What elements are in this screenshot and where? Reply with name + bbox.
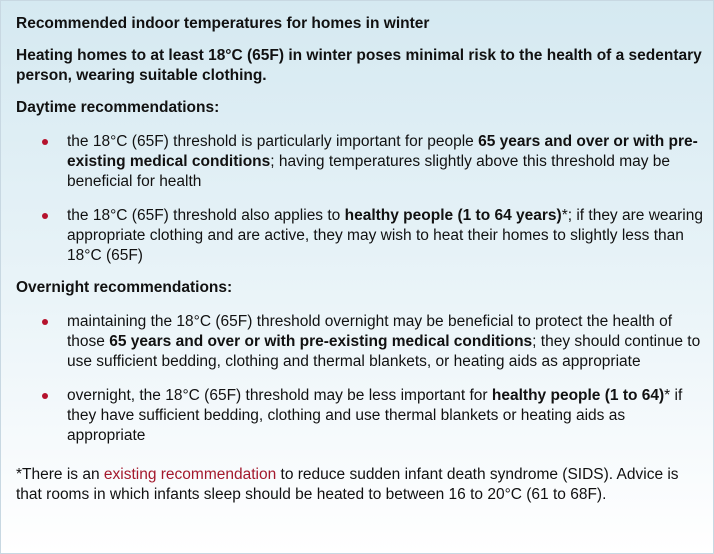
emphasis: 65 years and over or with pre-existing medical conditions — [109, 333, 533, 350]
emphasis: healthy people (1 to 64) — [491, 387, 665, 404]
list-item: the 18°C (65F) threshold is particularly important for people 65 years and over or with pre-existing medical conditions; having temperatures slightly above this threshold may be beneficial for health — [16, 132, 706, 192]
bullet-icon — [42, 139, 48, 145]
daytime-list — [16, 132, 706, 266]
intro-text: Heating homes to at least 18°C (65F) in winter poses minimal risk to the health of a sedentary person, wearing suitable clothing. — [16, 47, 702, 84]
list-item: overnight, the 18°C (65F) threshold may be less important for healthy people (1 to 64)* if they have sufficient bedding, clothing and use thermal blankets or heating aids as appropriate — [16, 386, 706, 446]
panel-content — [16, 14, 706, 505]
list-item: the 18°C (65F) threshold also applies to healthy people (1 to 64 years)*; if they are wearing appropriate clothing and are active, they may wish to heat their homes to slightly less than 18°C (65F) — [16, 206, 706, 266]
bullet-icon — [42, 393, 48, 399]
daytime-heading: Daytime recommendations: — [16, 99, 220, 116]
emphasis: 65 years and over or with pre-existing medical conditions — [67, 133, 698, 170]
footnote: *There is an existing recommendation to reduce sudden infant death syndrome (SIDS). Advice is that rooms in which infants sleep should be heated to between 16 to 20°C (61 to 68F). — [16, 466, 679, 503]
emphasis: healthy people (1 to 64 years) — [344, 207, 562, 224]
existing-recommendation-link[interactable]: existing recommendation — [103, 466, 277, 483]
overnight-list — [16, 312, 706, 446]
panel-title: Recommended indoor temperatures for homes in winter — [16, 15, 430, 32]
overnight-heading: Overnight recommendations: — [16, 279, 233, 296]
bullet-icon — [42, 319, 48, 325]
bullet-icon — [42, 213, 48, 219]
list-item: maintaining the 18°C (65F) threshold overnight may be beneficial to protect the health of those 65 years and over or with pre-existing medical conditions; they should continue to use sufficient bedding, clothing and thermal blankets, or heating aids as appropriate — [16, 312, 706, 372]
